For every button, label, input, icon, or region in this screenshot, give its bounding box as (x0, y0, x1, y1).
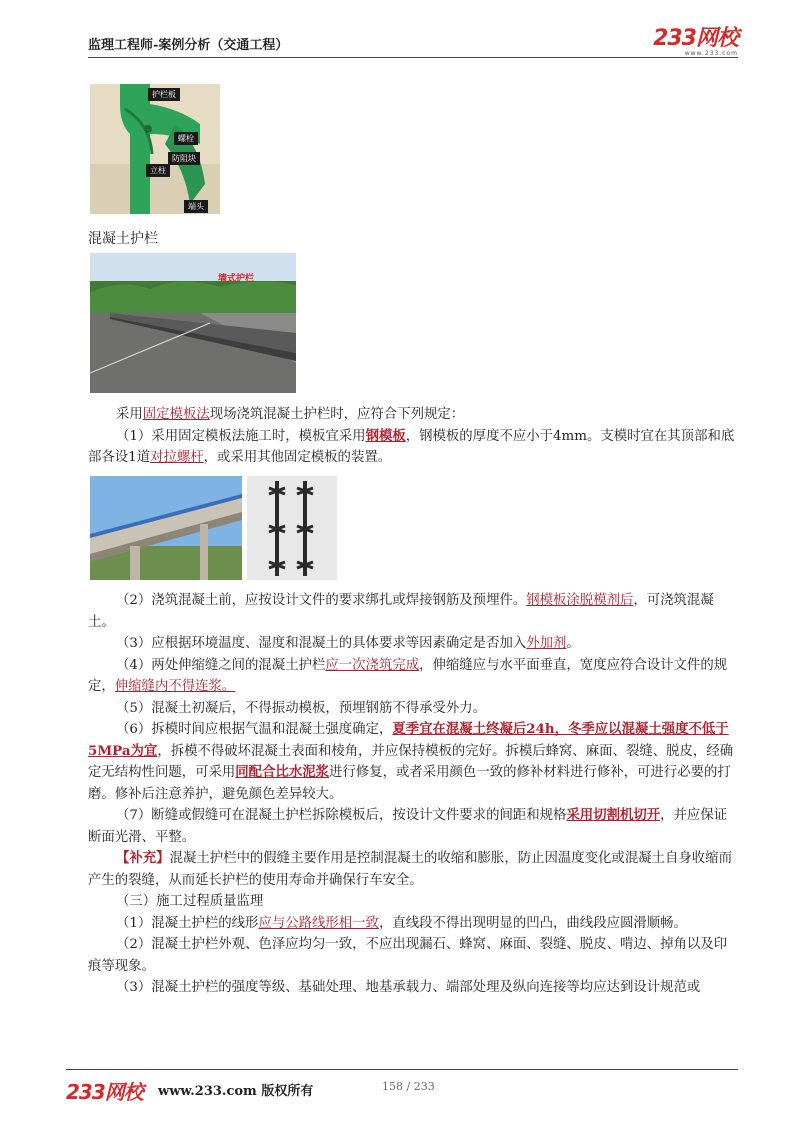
section-heading-3: （三）施工过程质量监理 (116, 894, 264, 909)
guardrail-parts-photo (90, 84, 220, 214)
logo-url: www.233.com (684, 50, 738, 57)
supplement-tag: 【补充】 (116, 850, 170, 866)
header-divider (88, 57, 738, 58)
wall-guardrail-photo (90, 253, 296, 393)
label-bolt: 螺栓 (174, 132, 198, 145)
label-wall-guardrail: 墙式护栏 (218, 274, 255, 284)
page-footer (66, 1068, 738, 1104)
quality-item-3: （3）混凝土护栏的强度等级、基础处理、地基承载力、端部处理及纵向连接等均应达到设计规范或 (116, 980, 701, 995)
body-text-top (88, 404, 738, 469)
logo-text: 233网校 (653, 26, 738, 51)
page-header (88, 28, 738, 60)
keyword-one-pour: 应一次浇筑完成 (325, 657, 420, 673)
keyword-cutting: 采用切割机切开 (566, 807, 661, 823)
label-post: 立柱 (146, 164, 170, 177)
paragraph-5: （5）混凝土初凝后，不得振动模板，预埋钢筋不得承受外力。 (116, 700, 487, 716)
paragraph-7: （7）断缝或假缝可在混凝土护栏拆除模板后，按设计文件要求的间距和规格采用切割机切开，并应保证断面光滑、平整。 (88, 807, 728, 845)
label-end: 端头 (184, 200, 208, 213)
keyword-no-slurry: 伸缩缝内不得连浆。 (114, 679, 236, 694)
paragraph-1: （1）采用固定模板法施工时，模板宜采用钢模板，钢模板的厚度不应小于4mm。支模时宜在其顶部和底部各设1道对拉螺杆，或采用其他固定模板的装置。 (88, 427, 735, 465)
label-block: 防阻块 (168, 152, 200, 165)
paragraph-6: （6）拆模时间应根据气温和混凝土强度确定，夏季宜在混凝土终凝后24h，冬季应以混凝土强度不低于5MPa为宜，拆模不得破坏混凝土表面和棱角，并应保持模板的完好。拆模后蜂窝、麻面、裂缝、脱皮，经确定无结构性问题，可采用同配合比水泥浆进行修复，或者采用颜色一致的修补材料进行修补，可进行必要的打磨。修补后注意养护，避免颜色差异较大。 (88, 721, 734, 802)
brand-logo[interactable] (653, 28, 738, 57)
keyword-release-agent: 钢模板涂脱模剂后 (526, 593, 634, 608)
quality-item-1: （1）混凝土护栏的线形应与公路线形相一致，直线段不得出现明显的凹凸，曲线段应圆滑顺畅。 (116, 915, 687, 931)
page-number: 158 / 233 (382, 1080, 435, 1093)
caption-concrete-guardrail: 混凝土护栏 (88, 231, 158, 247)
keyword-admixture: 外加剂 (526, 636, 567, 651)
header-title: 监理工程师-案例分析（交通工程） (88, 38, 289, 53)
supplement-paragraph: 【补充】混凝土护栏中的假缝主要作用是控制混凝土的收缩和膨胀，防止因温度变化或混凝土自身收缩而产生的裂缝，从而延长护栏的使用寿命并确保行车安全。 (88, 850, 732, 888)
label-guardrail-plate: 护栏板 (148, 88, 180, 101)
paragraph-3: （3）应根据环境温度、湿度和混凝土的具体要求等因素确定是否加入外加剂。 (116, 636, 580, 651)
paragraph-4: （4）两处伸缩缝之间的混凝土护栏应一次浇筑完成，伸缩缝应与水平面垂直，宽度应符合设计文件的规定，伸缩缝内不得连浆。 (88, 657, 728, 694)
paragraph-2: （2）浇筑混凝土前，应按设计文件的要求绑扎或焊接钢筋及预埋件。钢模板涂脱模剂后，可浇筑混凝土。 (88, 593, 714, 630)
keyword-alignment: 应与公路线形相一致 (258, 915, 379, 931)
quality-item-2: （2）混凝土护栏外观、色泽应均匀一致，不应出现漏石、蜂窝、麻面、裂缝、脱皮、啃边、掉角以及印痕等现象。 (88, 937, 728, 974)
intro-paragraph: 采用固定模板法现场浇筑混凝土护栏时，应符合下列规定： (116, 407, 465, 422)
keyword-fixed-template: 固定模板法 (142, 407, 210, 422)
keyword-removal-time: 夏季宜在混凝土终凝后24h，冬季应以混凝土强度不低于5MPa为宜 (88, 721, 729, 759)
keyword-tie-bolt: 对拉螺杆 (150, 450, 204, 465)
body-text-main (88, 590, 738, 999)
bridge-guardrail-photo (90, 476, 242, 580)
tie-bolt-photo (247, 476, 337, 580)
keyword-cement-paste: 同配合比水泥浆 (235, 764, 330, 780)
footer-logo[interactable]: 233网校 (66, 1080, 143, 1104)
footer-copyright: www.233.com 版权所有 (158, 1084, 314, 1099)
keyword-steel-template: 钢模板 (365, 427, 406, 444)
